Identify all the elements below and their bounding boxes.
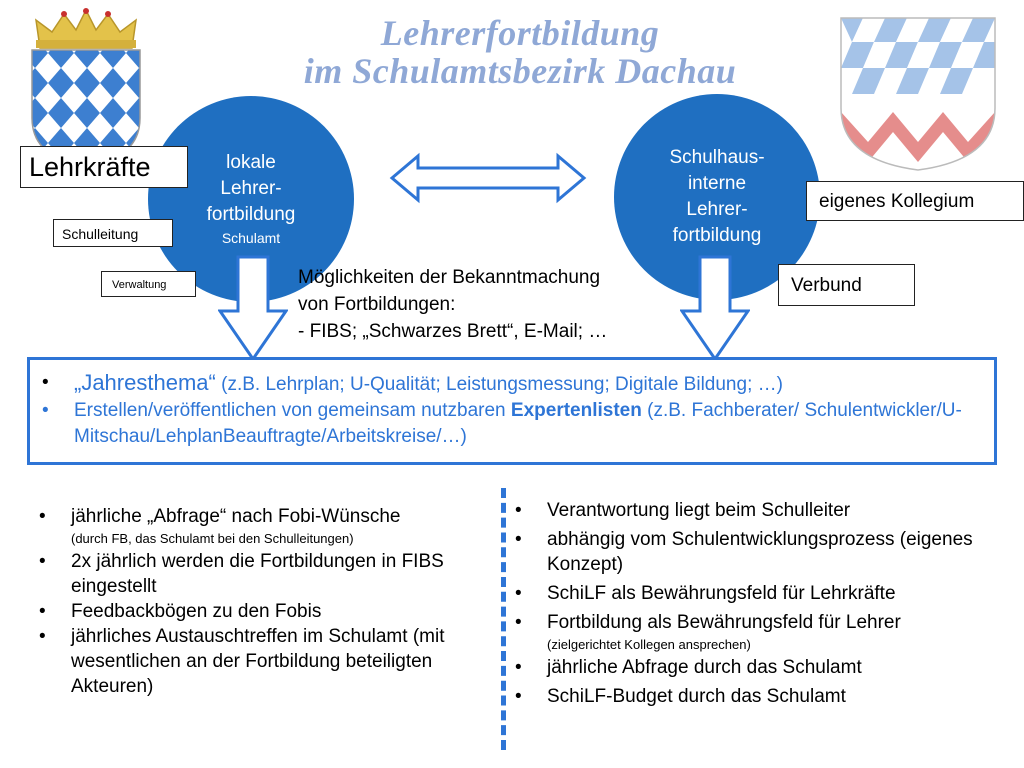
left-item-2: 2x jährlich werden die Fortbildungen in FIBS eingestellt — [71, 551, 444, 597]
left-circle-line-4: Schulamt — [221, 230, 281, 246]
jahresthema-list — [30, 370, 994, 450]
right-item-1: Verantwortung liegt beim Schulleiter — [547, 500, 851, 521]
label-verbund: Verbund — [778, 264, 915, 306]
down-arrow-left-icon — [218, 255, 288, 361]
announcement-line-1: Möglichkeiten der Bekanntmachung — [298, 267, 601, 288]
right-item-5: jährliche Abfrage durch das Schulamt — [547, 657, 862, 678]
list-item — [30, 398, 980, 450]
right-item-3: SchiLF als Bewährungsfeld für Lehrkräfte — [547, 583, 896, 604]
list-item — [27, 549, 489, 599]
right-circle-line-3: Lehrer- — [686, 199, 748, 220]
expertenlisten-pre: Erstellen/veröffentlichen von gemeinsam nutzbaren — [74, 400, 511, 421]
label-eigenes-kollegium: eigenes Kollegium — [806, 181, 1024, 221]
title-line-1: Lehrerfortbildung — [380, 13, 660, 53]
jahresthema-examples: (z.B. Lehrplan; U-Qualität; Leistungsmessung; Digitale Bildung; …) — [215, 374, 783, 395]
left-item-4: jährliches Austauschtreffen im Schulamt (mit wesentlichen an der Fortbildung beteiligten Akteuren) — [71, 626, 445, 697]
expertenlisten-post: (z.B. Fachberater/ Schulentwickler/U-Mitschau/LehplanBeauftragte/Arbeitskreise/…) — [74, 400, 962, 447]
list-item — [503, 684, 1003, 709]
list-item — [27, 504, 489, 549]
list-item — [27, 599, 489, 624]
left-bullet-list — [27, 504, 489, 699]
list-item — [503, 655, 1003, 680]
bavaria-crest-left — [22, 8, 150, 168]
right-item-4: • Fortbildung als Bewährungsfeld für Lehrer — [547, 612, 901, 633]
double-arrow-icon — [388, 152, 588, 204]
left-item-1-note: (durch FB, das Schulamt bei den Schulleitungen) — [71, 531, 354, 546]
list-item — [503, 610, 1003, 655]
title-line-2: im Schulamtsbezirk Dachau — [303, 51, 737, 91]
down-arrow-right-icon — [680, 255, 750, 361]
right-circle-line-1: Schulhaus- — [669, 147, 765, 168]
right-circle-line-4: fortbildung — [672, 225, 762, 246]
left-circle-line-3: fortbildung — [206, 204, 296, 225]
left-circle-line-1: lokale — [226, 152, 276, 173]
label-verwaltung: Verwaltung — [101, 271, 196, 297]
announcement-line-2: von Fortbildungen: — [298, 294, 456, 315]
left-item-3: Feedbackbögen zu den Fobis — [71, 601, 322, 622]
list-item — [503, 498, 1003, 523]
list-item — [503, 527, 1003, 577]
right-circle-line-2: interne — [687, 173, 747, 194]
right-bullet-list — [503, 498, 1003, 709]
right-item-4-note: (zielgerichtet Kollegen ansprechen) — [547, 637, 751, 652]
announcement-text — [298, 264, 607, 345]
label-schulleitung: Schulleitung — [53, 219, 173, 247]
label-lehrkraefte: Lehrkräfte — [20, 146, 188, 188]
list-item — [30, 370, 980, 398]
list-item — [27, 624, 489, 699]
jahresthema-label: „Jahresthema“ — [74, 370, 216, 395]
jahresthema-box — [27, 357, 997, 465]
expertenlisten-label: Expertenlisten — [510, 400, 642, 421]
right-item-6: SchiLF-Budget durch das Schulamt — [547, 686, 846, 707]
list-item — [503, 581, 1003, 606]
right-item-2: abhängig vom Schulentwicklungsprozess (eigenes Konzept) — [547, 529, 973, 575]
left-item-1: • jährliche „Abfrage“ nach Fobi-Wünsche — [71, 506, 401, 527]
slide-title — [240, 14, 800, 90]
announcement-line-3: - FIBS; „Schwarzes Brett“, E-Mail; … — [298, 321, 608, 342]
left-circle-line-2: Lehrer- — [220, 178, 282, 199]
dachau-crest-right — [833, 12, 1003, 172]
